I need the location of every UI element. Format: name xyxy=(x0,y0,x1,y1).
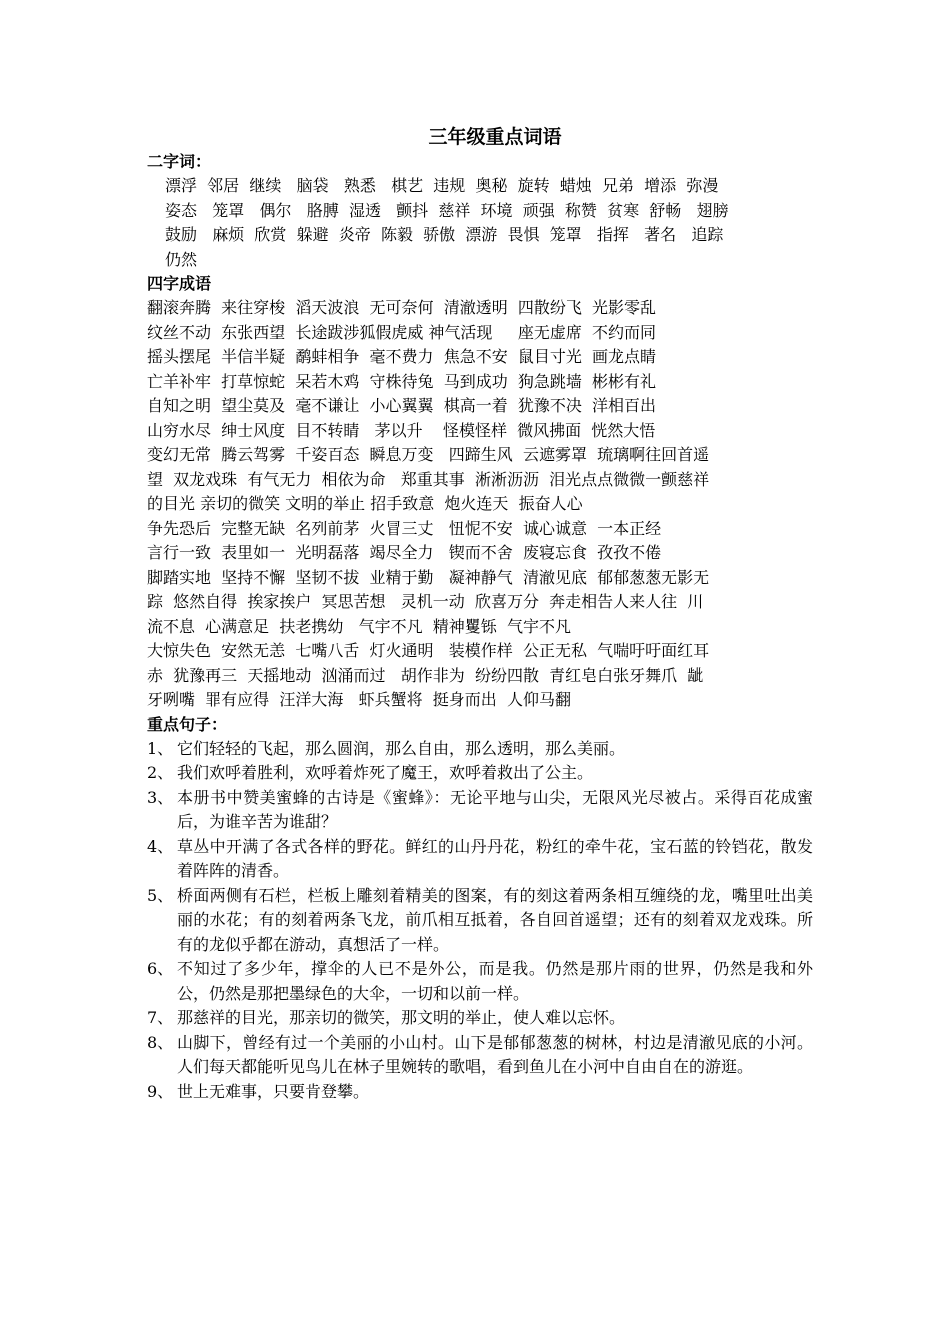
document-page xyxy=(147,124,813,1104)
sentence-text: 我们欢呼着胜利，欢呼着炸死了魔王，欢呼着救出了公主。 xyxy=(177,763,594,782)
two-char-line: 姿态 笼罩 偶尔 胳膊 湿透 颤抖 慈祥 环境 顽强 称赞 贫寒 舒畅 翅膀 xyxy=(165,200,729,220)
idiom-line: 的目光 亲切的微笑 文明的举止 招手致意 炮火连天 振奋人心 xyxy=(147,494,583,513)
sentence-item xyxy=(147,835,813,884)
sentence-item xyxy=(147,957,813,1006)
idiom-line: 争先恐后 完整无缺 名列前茅 火冒三丈 忸怩不安 诚心诚意 一本正经 xyxy=(147,518,662,538)
idiom-line: 言行一致 表里如一 光明磊落 竭尽全力 锲而不舍 废寝忘食 孜孜不倦 xyxy=(147,543,662,562)
idiom-line: 大惊失色 安然无恙 七嘴八舌 灯火通明 装模作样 公正无私 气喘吁吁面红耳 xyxy=(147,641,710,660)
page-title: 三年级重点词语 xyxy=(428,126,562,148)
sentence-number: 5、 xyxy=(147,885,174,905)
sentence-text: 不知过了多少年，撑伞的人已不是外公，而是我。仍然是那片雨的世界，仍然是我和外公，仍然是那把墨绿色的大伞，一切和以前一样。 xyxy=(177,959,813,1003)
sentence-item xyxy=(147,1031,813,1080)
idiom-line: 脚踏实地 坚持不懈 坚韧不拔 业精于勤 凝神静气 清澈见底 郁郁葱葱无影无 xyxy=(147,567,710,587)
idiom-line: 变幻无常 腾云驾雾 千姿百态 瞬息万变 四蹄生风 云遮雾罩 琉璃啊往回首遥 xyxy=(147,445,710,464)
idiom-line: 流不息 心满意足 扶老携幼 气宇不凡 精神矍铄 气宇不凡 xyxy=(147,616,571,636)
sentence-item xyxy=(147,786,813,835)
idiom-line: 山穷水尽 绅士风度 目不转睛 茅以升 怪模怪样 微风拂面 恍然大悟 xyxy=(147,420,656,440)
sentence-text: 它们轻轻的飞起，那么圆润，那么自由，那么透明，那么美丽。 xyxy=(177,738,626,758)
sentence-item xyxy=(147,1080,813,1105)
idiom-line: 踪 悠然自得 挨家挨户 冥思苦想 灵机一动 欣喜万分 奔走相告人来人往 川 xyxy=(147,592,704,611)
idiom-line: 摇头摆尾 半信半疑 鹬蚌相争 毫不费力 焦急不安 鼠目寸光 画龙点睛 xyxy=(147,347,657,366)
sentence-number: 4、 xyxy=(147,836,174,856)
two-char-heading: 二字词： xyxy=(147,152,212,171)
two-char-line: 鼓励 麻烦 欣赏 躲避 炎帝 陈毅 骄傲 漂游 畏惧 笼罩 指挥 著名 追踪 xyxy=(165,225,724,244)
idiom-line: 纹丝不动 东张西望 长途跋涉狐假虎威 神气活现 座无虚席 不约而同 xyxy=(147,322,657,342)
four-char-idiom-list xyxy=(147,296,813,713)
sentence-item xyxy=(147,761,813,786)
two-char-line: 漂浮 邻居 继续 脑袋 熟悉 棋艺 违规 奥秘 旋转 蜡烛 兄弟 增添 弥漫 xyxy=(165,176,719,195)
sentence-item xyxy=(147,884,813,958)
idiom-line: 翻滚奔腾 来往穿梭 滔天波浪 无可奈何 清澈透明 四散纷飞 光影零乱 xyxy=(147,298,657,317)
idiom-line: 亡羊补牢 打草惊蛇 呆若木鸡 守株待兔 马到成功 狗急跳墙 彬彬有礼 xyxy=(147,371,657,391)
idiom-line: 自知之明 望尘莫及 毫不谦让 小心翼翼 棋高一着 犹豫不决 洋相百出 xyxy=(147,396,657,415)
two-char-word-list xyxy=(147,174,813,272)
sentence-number: 9、 xyxy=(147,1081,174,1101)
sentence-number: 2、 xyxy=(147,763,174,782)
sentences-heading: 重点句子： xyxy=(147,714,228,734)
sentence-text: 山脚下，曾经有过一个美丽的小山村。山下是郁郁葱葱的树林，村边是清澈见底的小河。人们每天都能听见鸟儿在林子里婉转的歌唱，看到鱼儿在小河中自由自在的游逛。 xyxy=(177,1032,813,1076)
sentence-number: 7、 xyxy=(147,1008,174,1027)
sentence-number: 6、 xyxy=(147,959,174,978)
sentence-text: 本册书中赞美蜜蜂的古诗是《蜜蜂》：无论平地与山尖，无限风光尽被占。采得百花成蜜后，为谁辛苦为谁甜？ xyxy=(177,787,813,831)
sentence-list xyxy=(147,737,813,1105)
sentence-number: 8、 xyxy=(147,1032,174,1052)
sentence-number: 3、 xyxy=(147,787,174,807)
sentence-text: 草丛中开满了各式各样的野花。鲜红的山丹丹花，粉红的牵牛花，宝石蓝的铃铛花，散发着阵阵的清香。 xyxy=(177,836,813,880)
sentence-number: 1、 xyxy=(147,738,174,758)
sentence-item xyxy=(147,737,813,762)
sentence-text: 世上无难事，只要肯登攀。 xyxy=(177,1081,370,1101)
idiom-line: 望 双龙戏珠 有气无力 相依为命 郑重其事 淅淅沥沥 泪光点点微微一颤慈祥 xyxy=(147,469,710,489)
sentence-text: 桥面两侧有石栏，栏板上雕刻着精美的图案，有的刻这着两条相互缠绕的龙，嘴里吐出美丽的水花；有的刻着两条飞龙，前爪相互抵着，各自回首遥望；还有的刻着双龙戏珠。所有的龙似乎都在游动，真想活了一样。 xyxy=(177,885,813,954)
idiom-line: 赤 犹豫再三 天摇地动 汹涌而过 胡作非为 纷纷四散 青红皂白张牙舞爪 龇 xyxy=(147,665,704,685)
sentence-item xyxy=(147,1006,813,1031)
two-char-line: 仍然 xyxy=(165,249,198,269)
sentence-text: 那慈祥的目光，那亲切的微笑，那文明的举止，使人难以忘怀。 xyxy=(177,1008,626,1027)
idiom-line: 牙咧嘴 罪有应得 汪洋大海 虾兵蟹将 挺身而出 人仰马翻 xyxy=(147,690,571,709)
four-char-heading: 四字成语 xyxy=(147,274,212,293)
